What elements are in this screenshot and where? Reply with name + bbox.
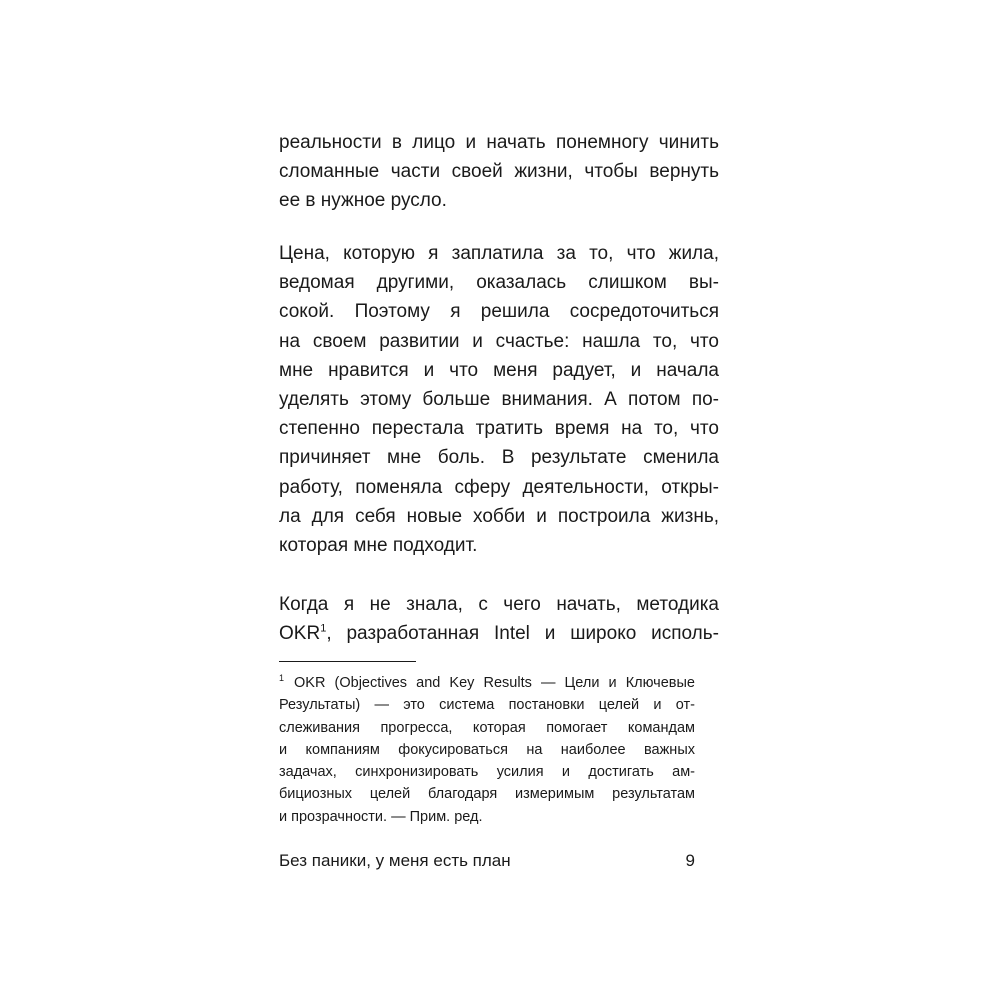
- paragraph-2: [279, 239, 719, 560]
- text-line: сокой. Поэтому я решила сосредоточиться: [279, 301, 719, 323]
- text-line: на своем развитии и счастье: нашла то, что: [279, 330, 719, 352]
- text-fragment: , разработанная Intel и широко исполь-: [326, 623, 719, 645]
- footnote-line: задачах, синхронизировать усилия и достигать ам-: [279, 764, 695, 781]
- running-footer: [279, 847, 695, 875]
- text-line: ведомая другими, оказалась слишком вы-: [279, 272, 719, 294]
- page-number: 9: [685, 851, 695, 870]
- footnote-line: и прозрачности. — Прим. ред.: [279, 808, 483, 825]
- text-line: реальности в лицо и начать понемногу чинить: [279, 132, 719, 153]
- paragraph-1: [279, 128, 719, 216]
- text-line: Цена, которую я заплатила за то, что жила,: [279, 243, 719, 264]
- footnote: [279, 672, 695, 828]
- text-line: работу, поменяла сферу деятельности, откры-: [279, 476, 719, 498]
- footnote-line: [279, 672, 695, 694]
- text-line: сломанные части своей жизни, чтобы вернуть: [279, 161, 719, 183]
- text-line: ее в нужное русло.: [279, 190, 447, 212]
- footnote-line: и компаниям фокусироваться на наиболее важных: [279, 741, 695, 758]
- text-line-with-footnote-ref: [279, 619, 719, 648]
- footnote-text: OKR (Objectives and Key Results — Цели и Ключевые: [294, 675, 695, 691]
- text-line: степенно перестала тратить время на то, что: [279, 418, 719, 440]
- text-line: ла для себя новые хобби и построила жизнь,: [279, 505, 719, 527]
- footnote-line: бициозных целей благодаря измеримым результатам: [279, 786, 695, 803]
- text-line: которая мне подходит.: [279, 534, 478, 556]
- text-line: причиняет мне боль. В результате сменила: [279, 447, 719, 469]
- text-line: мне нравится и что меня радует, и начала: [279, 359, 719, 381]
- footnote-number: 1: [279, 673, 285, 684]
- footnote-divider: [279, 661, 416, 662]
- text-fragment: OKR: [279, 623, 321, 645]
- footnote-line: слеживания прогресса, которая помогает командам: [279, 719, 695, 736]
- paragraph-3: [279, 590, 719, 648]
- text-line: Когда я не знала, с чего начать, методика: [279, 594, 719, 615]
- text-line: уделять этому больше внимания. А потом по-: [279, 388, 719, 410]
- footnote-line: Результаты) — это система постановки целей и от-: [279, 697, 695, 714]
- footnote-reference: 1: [320, 622, 327, 635]
- footer-book-title: Без паники, у меня есть план: [279, 851, 511, 870]
